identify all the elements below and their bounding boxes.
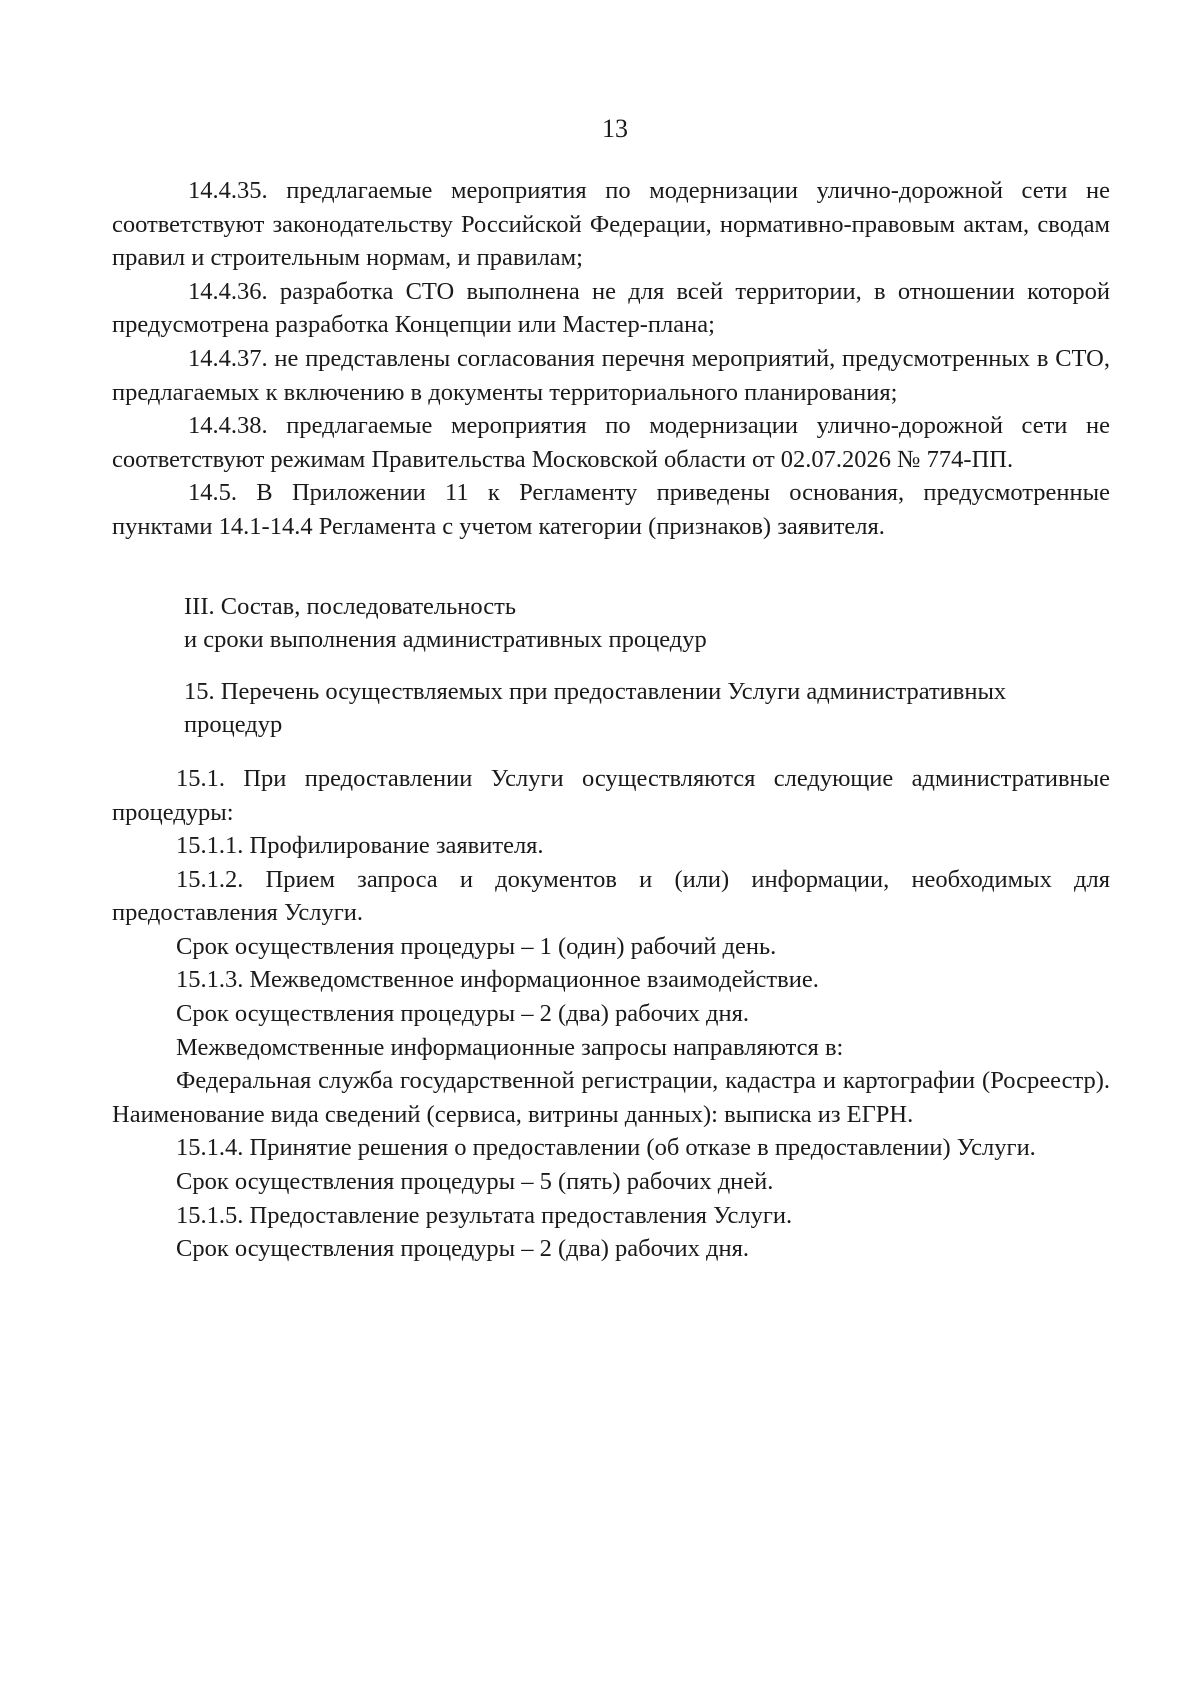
paragraph-15-1-3: 15.1.3. Межведомственное информационное взаимодействие.	[176, 966, 819, 994]
paragraph-15-1-5: 15.1.5. Предоставление результата предоставления Услуги.	[176, 1201, 793, 1229]
section-title-line-1: III. Состав, последовательность	[184, 592, 517, 620]
paragraph-14-4-37: 14.4.37. не представлены согласования перечня мероприятий, предусмотренных в СТО, предлагаемых к включению в документы территориального планирования;	[112, 344, 1110, 406]
paragraph-15-1-1: 15.1.1. Профилирование заявителя.	[176, 832, 544, 860]
paragraph-requests-intro: Межведомственные информационные запросы направляются в:	[176, 1033, 844, 1061]
paragraph-term-4: Срок осуществления процедуры – 2 (два) рабочих дня.	[176, 1235, 750, 1263]
paragraph-14-4-36: 14.4.36. разработка СТО выполнена не для всей территории, в отношении которой предусмотрена разработка Концепции или Мастер-плана;	[112, 277, 1110, 339]
paragraph-15-1-4: 15.1.4. Принятие решения о предоставлении (об отказе в предоставлении) Услуги.	[176, 1134, 1036, 1162]
paragraph-14-5: 14.5. В Приложении 11 к Регламенту приведены основания, предусмотренные пунктами 14.1-14.4 Регламента с учетом категории (признаков) заявителя.	[112, 479, 1110, 540]
paragraph-rosreestr: Федеральная служба государственной регистрации, кадастра и картографии (Росреестр). Наименование вида сведений (сервиса, витрины данных): выписка из ЕГРН.	[112, 1067, 1110, 1128]
paragraph-15-1-2: 15.1.2. Прием запроса и документов и (или) информации, необходимых для предоставления Услуги.	[112, 865, 1110, 927]
paragraph-term-2: Срок осуществления процедуры – 2 (два) рабочих дня.	[176, 1000, 750, 1028]
section-title-line-2: и сроки выполнения административных процедур	[184, 626, 707, 654]
paragraph-14-4-38: 14.4.38. предлагаемые мероприятия по модернизации улично-дорожной сети не соответствуют режимам Правительства Московской области от 02.07.2026 № 774-ПП.	[112, 412, 1110, 473]
paragraph-15-1: 15.1. При предоставлении Услуги осуществляются следующие административные процедуры:	[112, 764, 1110, 826]
document-body	[112, 174, 1110, 1266]
subsection-title-line-1: 15. Перечень осуществляемых при предоставлении Услуги административных	[184, 677, 1007, 705]
paragraph-term-1: Срок осуществления процедуры – 1 (один) рабочий день.	[176, 932, 777, 960]
paragraph-term-3: Срок осуществления процедуры – 5 (пять) рабочих дней.	[176, 1168, 774, 1196]
page-number: 13	[602, 114, 628, 143]
subsection-title-line-2: процедур	[184, 711, 283, 739]
paragraph-14-4-35: 14.4.35. предлагаемые мероприятия по модернизации улично-дорожной сети не соответствуют законодательству Российской Федерации, нормативно-правовым актам, сводам правил и строительным нормам, и правилам;	[112, 177, 1110, 272]
